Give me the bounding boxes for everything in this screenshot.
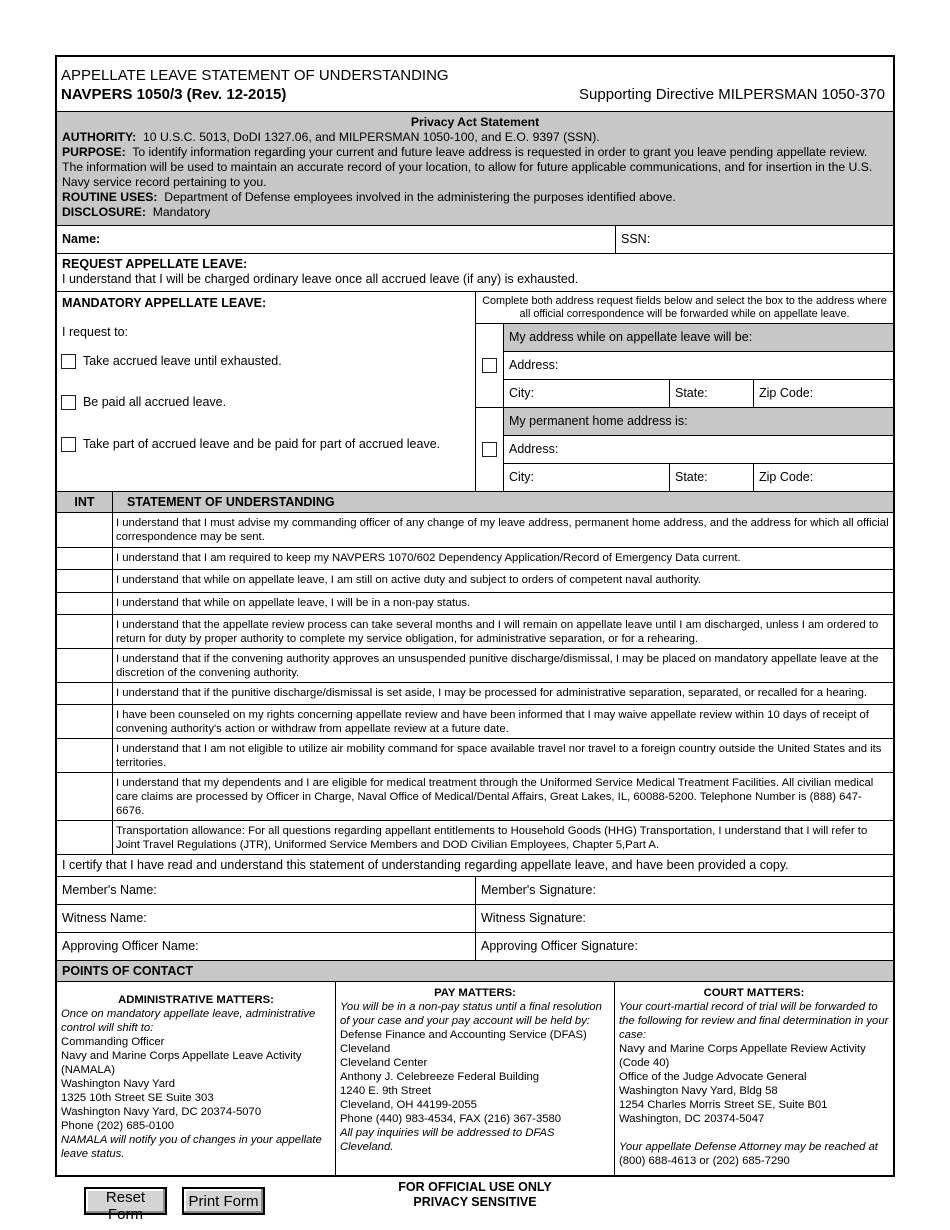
disclosure-label: DISCLOSURE:: [62, 205, 146, 219]
court-line: Washington Navy Yard, Bldg 58: [619, 1085, 778, 1097]
appellate-city-field[interactable]: [504, 380, 670, 407]
initials-field[interactable]: [57, 548, 113, 569]
option-accrued-leave-label: Take accrued leave until exhausted.: [82, 354, 282, 368]
permanent-address-title: My permanent home address is:: [504, 408, 893, 436]
appellate-zip-field[interactable]: [754, 380, 893, 407]
routine-label: ROUTINE USES:: [62, 190, 158, 204]
statement-row: [57, 513, 893, 548]
witness-name-field[interactable]: [57, 905, 476, 932]
statement-text: Transportation allowance: For all questions regarding appellant entitlements to Household Goods (HHG) Transportation, I understand that I will refer to Joint Travel Regulations (JTR), Uniformed Service Members and DOD Civilian Employees, Chapter 5,Part A.: [116, 825, 868, 851]
certify-statement: I certify that I have read and understand this statement of understanding regarding appellate leave, and have been provided a copy.: [57, 855, 893, 877]
purpose-label: PURPOSE:: [62, 145, 126, 159]
statement-row: [57, 570, 893, 593]
points-of-contact-title: POINTS OF CONTACT: [57, 961, 893, 982]
officer-name-label: Approving Officer Name:: [62, 939, 199, 953]
points-of-contact: [57, 982, 893, 1175]
name-field[interactable]: [57, 226, 616, 253]
appellate-leave-form: [55, 55, 895, 1177]
court-line: Navy and Marine Corps Appellate Review Activity (Code 40): [619, 1043, 866, 1069]
print-form-button[interactable]: Print Form: [182, 1187, 265, 1215]
form-id: NAVPERS 1050/3 (Rev. 12-2015): [61, 86, 287, 103]
permanent-zip-field[interactable]: [754, 464, 893, 491]
statement-title: STATEMENT OF UNDERSTANDING: [127, 495, 335, 509]
disclosure-text: Mandatory: [152, 205, 211, 219]
ssn-field[interactable]: [616, 226, 893, 253]
option-paid-leave[interactable]: [61, 395, 226, 410]
court-line: Washington, DC 20374-5047: [619, 1113, 765, 1125]
pay-line: 1240 E. 9th Street: [340, 1085, 432, 1097]
member-signature-field[interactable]: [476, 877, 893, 904]
appellate-zip-label: Zip Code:: [759, 386, 814, 400]
request-title: REQUEST APPELLATE LEAVE:: [62, 257, 248, 271]
privacy-act-statement: [57, 112, 893, 226]
identity-row: [57, 226, 893, 254]
initials-field[interactable]: [57, 705, 113, 738]
pay-line: Anthony J. Celebreeze Federal Building: [340, 1071, 540, 1083]
admin-line: Washington Navy Yard, DC 20374-5070: [61, 1106, 262, 1118]
name-label: Name:: [62, 232, 101, 246]
court-intro: Your court-martial record of trial will be forwarded to the following for review and final determination in your case:: [619, 1001, 889, 1041]
option-part-leave-label: Take part of accrued leave and be paid for part of accrued leave.: [82, 437, 441, 451]
appellate-address-field[interactable]: [504, 352, 893, 380]
option-part-leave-checkbox[interactable]: [61, 437, 76, 452]
officer-signature-field[interactable]: [476, 933, 893, 960]
routine-text: Department of Defense employees involved in the administering the purposes identified above.: [164, 190, 676, 204]
purpose-text: To identify information regarding your current and future leave address is requested in order to grant you leave pending appellate review. The information will be used to maintain an accurate record of your location, to allow for future applicable communications, and for insertion in the U.S. Navy service record pertaining to you.: [62, 145, 873, 189]
address-section: [476, 292, 893, 491]
initials-field[interactable]: [57, 773, 113, 820]
statement-row: [57, 683, 893, 705]
permanent-state-field[interactable]: [670, 464, 754, 491]
option-accrued-leave[interactable]: [61, 354, 282, 369]
pay-matters: PAY MATTERS: You will be in a non-pay status until a final resolution of your case and your pay account will be held by: Defense Finance and Accounting Service (DFAS) Cleveland Cleveland Center Anthony J. Celebreeze Federal Building 1240 E. 9th Street Cleveland, OH 44199-2055 Phone (440) 983-4534, FAX (216) 367-3580 All pay inquiries will be addressed to DFAS Cleveland.: [336, 982, 615, 1175]
appellate-address-title: My address while on appellate leave will be:: [504, 324, 893, 352]
pay-heading: PAY MATTERS: [434, 987, 513, 999]
witness-signature-field[interactable]: [476, 905, 893, 932]
statement-row: [57, 821, 893, 855]
officer-row: [57, 933, 893, 961]
admin-outro: NAMALA will notify you of changes in your appellate leave status.: [61, 1134, 322, 1160]
privacy-title: Privacy Act Statement: [410, 115, 540, 129]
court-matters: COURT MATTERS: Your court-martial record of trial will be forwarded to the following for review and final determination in your case: Navy and Marine Corps Appellate Review Activity (Code 40) Office of the Judge Advocate General Washington Navy Yard, Bldg 58 1254 Charles Morris Street SE, Suite B01 Washington, DC 20374-5047 Your appellate Defense Attorney may be reached at (800) 688-4613 or (202) 685-7290: [619, 987, 889, 1167]
witness-signature-label: Witness Signature:: [481, 911, 586, 925]
admin-line: Commanding Officer: [61, 1036, 165, 1048]
mandatory-leave-options: [57, 292, 476, 491]
member-name-field[interactable]: [57, 877, 476, 904]
statement-text: I understand that I am required to keep my NAVPERS 1070/602 Dependency Application/Record of Emergency Data current.: [116, 552, 741, 564]
initials-field[interactable]: [57, 683, 113, 704]
reset-form-button[interactable]: Reset Form: [84, 1187, 167, 1215]
option-part-leave[interactable]: [61, 437, 440, 452]
form-header: [57, 57, 893, 112]
statement-row: [57, 615, 893, 649]
statement-row: [57, 548, 893, 570]
ssn-label: SSN:: [621, 232, 651, 246]
court-outro: Your appellate Defense Attorney may be reached at: [619, 1141, 878, 1153]
appellate-address-checkbox[interactable]: [482, 358, 497, 373]
admin-intro: Once on mandatory appellate leave, administrative control will shift to:: [61, 1008, 316, 1034]
statement-text: I understand that my dependents and I are eligible for medical treatment through the Uniformed Service Medical Treatment Facilities. All civilian medical care claims are processed by Officer in Charge, Naval Office of Medical/Dental Affairs, Great Lakes, IL, 60088-5200. Telephone Number is (888) 647-6676.: [116, 777, 874, 817]
pay-line: Cleveland: [340, 1043, 391, 1055]
footer-fouo: FOR OFFICIAL USE ONLY: [398, 1180, 552, 1194]
admin-line: Washington Navy Yard: [61, 1078, 176, 1090]
pay-line: Defense Finance and Accounting Service (DFAS): [340, 1029, 587, 1041]
admin-line: 1325 10th Street SE Suite 303: [61, 1092, 214, 1104]
address-instructions: Complete both address request fields below and select the box to the address where all official correspondence will be forwarded while on appellate leave.: [476, 292, 893, 324]
statement-row: [57, 649, 893, 683]
permanent-state-label: State:: [675, 470, 708, 484]
permanent-city-field[interactable]: [504, 464, 670, 491]
statement-row: [57, 593, 893, 615]
member-row: [57, 877, 893, 905]
witness-name-label: Witness Name:: [62, 911, 147, 925]
court-heading: COURT MATTERS: [703, 987, 801, 999]
statement-text: I understand that while on appellate leave, I will be in a non-pay status.: [116, 597, 471, 609]
court-line: 1254 Charles Morris Street SE, Suite B01: [619, 1099, 828, 1111]
statement-text: I understand that while on appellate leave, I am still on active duty and subject to orders of competent naval authority.: [116, 574, 702, 586]
authority-label: AUTHORITY:: [62, 130, 137, 144]
pay-line: Cleveland Center: [340, 1057, 428, 1069]
initials-field[interactable]: [57, 513, 113, 547]
int-header: INT: [57, 492, 113, 512]
statement-text: I understand that if the punitive discharge/dismissal is set aside, I may be processed for administrative separation, separated, or recalled for a hearing.: [116, 687, 868, 699]
initials-field[interactable]: [57, 593, 113, 614]
mandatory-section: [57, 292, 893, 492]
statement-header: [57, 492, 893, 513]
statement-row: [57, 773, 893, 821]
court-phones: (800) 688-4613 or (202) 685-7290: [619, 1155, 790, 1167]
statement-row: [57, 705, 893, 739]
officer-signature-label: Approving Officer Signature:: [481, 939, 638, 953]
initials-field[interactable]: [57, 570, 113, 592]
appellate-address-block: [476, 324, 893, 408]
footer: [350, 1180, 600, 1210]
authority-text: 10 U.S.C. 5013, DoDI 1327.06, and MILPERSMAN 1050-100, and E.O. 9397 (SSN).: [143, 130, 600, 144]
pay-line: Phone (440) 983-4534, FAX (216) 367-3580: [340, 1113, 562, 1125]
footer-privacy: PRIVACY SENSITIVE: [413, 1195, 537, 1209]
statement-items: [57, 513, 893, 855]
member-name-label: Member's Name:: [62, 883, 157, 897]
statement-text: I understand that if the convening authority approves an unsuspended punitive discharge/dismissal, I may be placed on mandatory appellate leave at the discretion of the convening authority.: [116, 653, 879, 679]
permanent-city-label: City:: [509, 470, 534, 484]
directive: Supporting Directive MILPERSMAN 1050-370: [579, 86, 885, 103]
request-text: I understand that I will be charged ordinary leave once all accrued leave (if any) is exhausted.: [62, 272, 579, 286]
permanent-zip-label: Zip Code:: [759, 470, 814, 484]
statement-text: I understand that I am not eligible to utilize air mobility command for space available travel nor travel to a foreign country outside the United States and its territories.: [116, 743, 882, 769]
court-line: Office of the Judge Advocate General: [619, 1071, 807, 1083]
initials-field[interactable]: [57, 739, 113, 772]
initials-field[interactable]: [57, 649, 113, 682]
form-title: APPELLATE LEAVE STATEMENT OF UNDERSTANDING: [61, 67, 449, 84]
permanent-address-block: [476, 408, 893, 491]
member-signature-label: Member's Signature:: [481, 883, 596, 897]
pay-line: Cleveland, OH 44199-2055: [340, 1099, 477, 1111]
officer-name-field[interactable]: [57, 933, 476, 960]
initials-field[interactable]: [57, 821, 113, 854]
statement-row: [57, 739, 893, 773]
appellate-state-field[interactable]: [670, 380, 754, 407]
pay-outro: All pay inquiries will be addressed to DFAS Cleveland.: [340, 1127, 555, 1153]
request-to: I request to:: [62, 325, 129, 339]
appellate-city-label: City:: [509, 386, 534, 400]
permanent-address-checkbox[interactable]: [482, 442, 497, 457]
appellate-state-label: State:: [675, 386, 708, 400]
statement-text: I understand that I must advise my commanding officer of any change of my leave address, permanent home address, and the address for which all official correspondence may be sent.: [116, 517, 889, 543]
permanent-address-field[interactable]: [504, 436, 893, 464]
request-appellate-leave: [57, 254, 893, 292]
statement-text: I have been counseled on my rights concerning appellate review and have been informed that I may waive appellate review within 10 days of receipt of convening authority's action or withdraw from appellate review at a future date.: [116, 709, 869, 735]
option-accrued-leave-checkbox[interactable]: [61, 354, 76, 369]
option-paid-leave-checkbox[interactable]: [61, 395, 76, 410]
admin-line: Navy and Marine Corps Appellate Leave Activity (NAMALA): [61, 1050, 302, 1076]
admin-heading: ADMINISTRATIVE MATTERS: [118, 994, 271, 1006]
appellate-address-label: Address:: [509, 358, 559, 372]
option-paid-leave-label: Be paid all accrued leave.: [82, 395, 227, 409]
admin-line: Phone (202) 685-0100: [61, 1120, 175, 1132]
admin-matters: ADMINISTRATIVE MATTERS: Once on mandatory appellate leave, administrative control will shift to: Commanding Officer Navy and Marine Corps Appellate Leave Activity (NAMALA) Washington Navy Yard 1325 10th Street SE Suite 303 Washington Navy Yard, DC 20374-5070 Phone (202) 685-0100 NAMALA will notify you of changes in your appellate leave status.: [57, 982, 336, 1175]
statement-text: I understand that the appellate review process can take several months and I will remain on appellate leave until I am discharged, unless I am ordered to return for duty by proper authority to complete my service obligation, for administrative separation, or for a rehearing.: [116, 619, 879, 645]
pay-intro: You will be in a non-pay status until a final resolution of your case and your pay account will be held by:: [340, 1001, 602, 1027]
witness-row: [57, 905, 893, 933]
permanent-address-label: Address:: [509, 442, 559, 456]
initials-field[interactable]: [57, 615, 113, 648]
mandatory-title: MANDATORY APPELLATE LEAVE:: [62, 296, 267, 310]
